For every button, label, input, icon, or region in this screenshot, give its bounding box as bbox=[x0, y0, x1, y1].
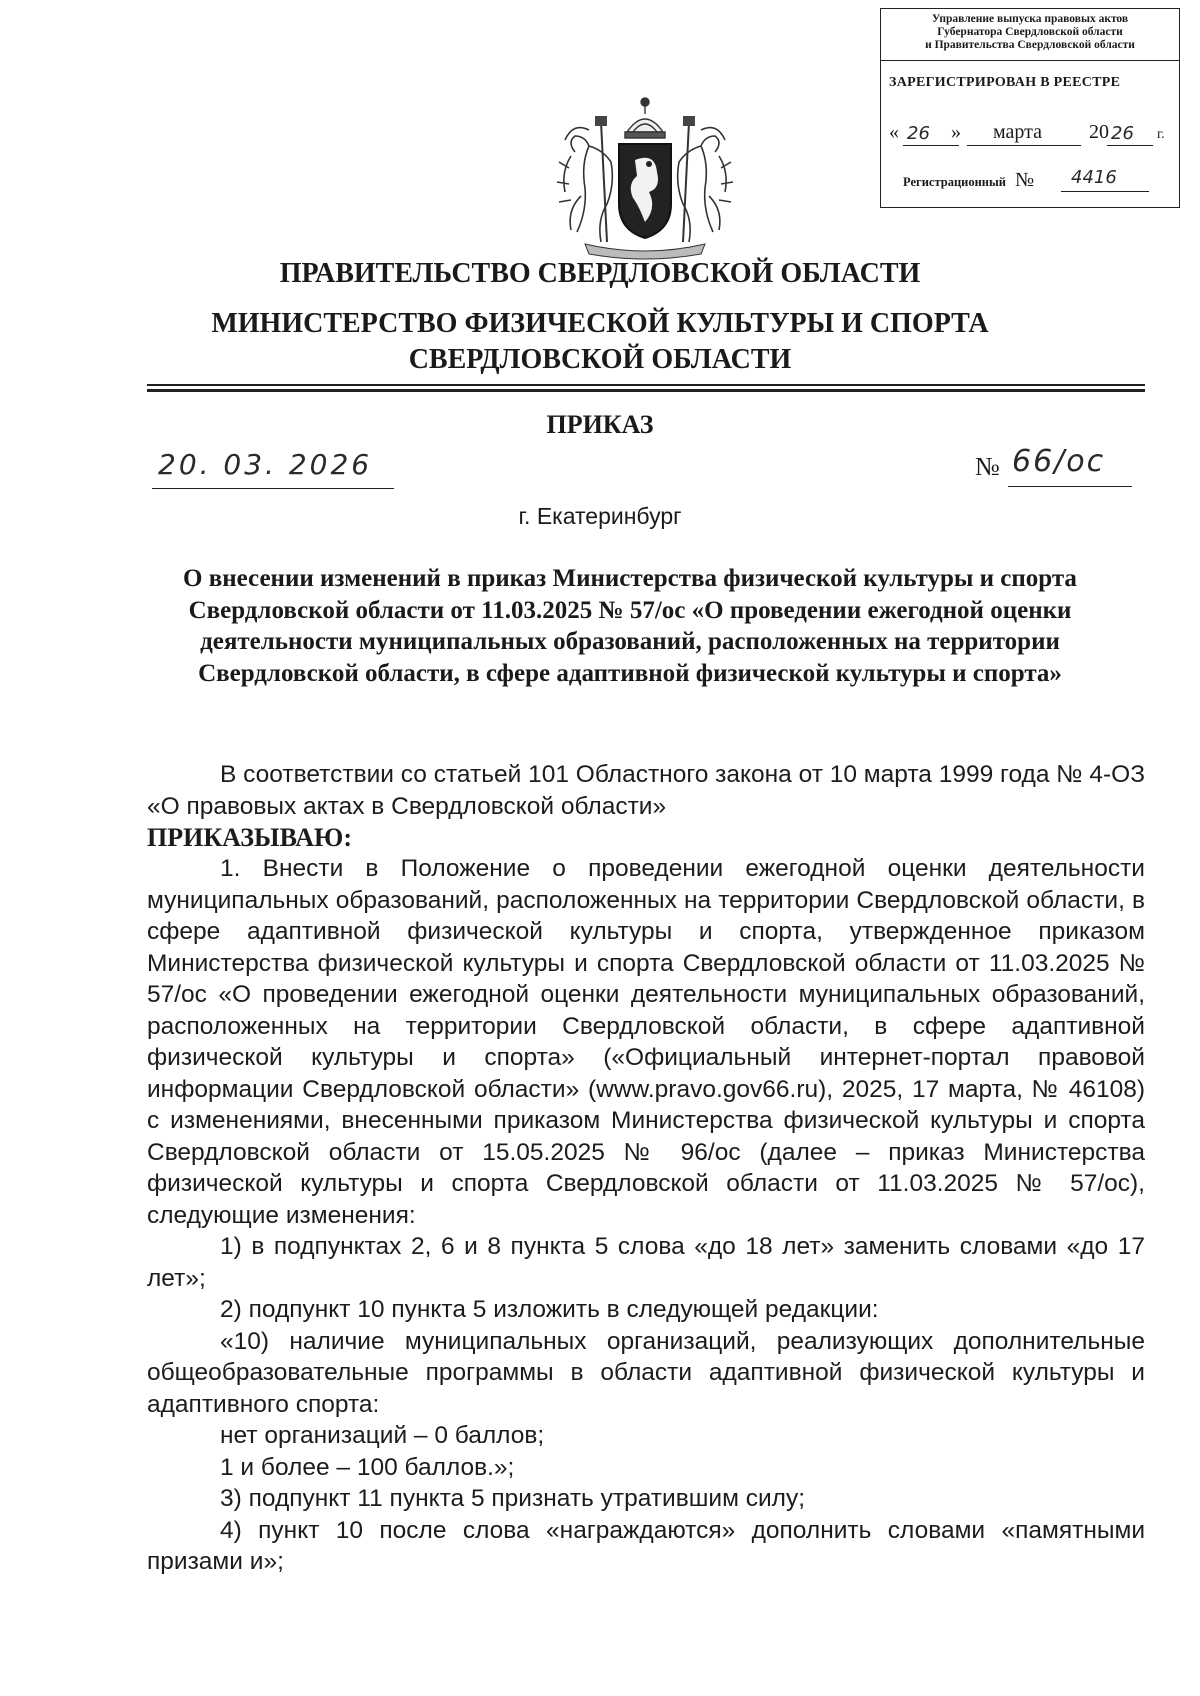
order-subject: О внесении изменений в приказ Министерства физической культуры и спорта Свердловской области от 11.03.2025 № 57/ос «О проведении ежегодной оценки деятельности муниципальных образований, расположенных на территории Свердловской области, в сфере адаптивной физической культуры и спорта» bbox=[183, 565, 1077, 687]
document-body bbox=[147, 759, 1145, 1578]
subitem-1-paragraph: 1) в подпунктах 2, 6 и 8 пункта 5 слова «до 18 лет» заменить словами «до 17 лет»; bbox=[147, 1233, 1145, 1292]
stamp-day: 26 bbox=[907, 123, 930, 144]
stamp-date bbox=[889, 121, 1173, 147]
order-number: 66/ос bbox=[1012, 444, 1106, 479]
date-underline bbox=[152, 488, 394, 489]
registration-stamp bbox=[880, 8, 1180, 208]
stamp-number-sign: № bbox=[1015, 169, 1035, 191]
subitem-3-paragraph: 3) подпункт 11 пункта 5 признать утратившим силу; bbox=[220, 1485, 806, 1512]
item-1-paragraph: 1. Внести в Положение о проведении ежегодной оценки деятельности муниципальных образований, расположенных на территории Свердловской области, в сфере адаптивной физической культуры и спорта, утвержденное приказом Министерства физической культуры и спорта Свердловской области от 11.03.2025 № 57/ос «О проведении ежегодной оценки деятельности муниципальных образований, расположенных на территории Свердловской области, в сфере адаптивной физической культуры и спорта» («Официальный интернет-портал правовой информации Свердловской области» (www.pravo.gov66.ru), 2025, 17 марта, № 46108) с изменениями, внесенными приказом Министерства физической культуры и спорта Свердловской области от 15.05.2025 № 96/ос (далее – приказ Министерства физической культуры и спорта Свердловской области от 11.03.2025 № 57/ос), следующие изменения: bbox=[147, 855, 1145, 1229]
coat-of-arms-icon bbox=[545, 92, 745, 262]
order-number-sign: № bbox=[975, 452, 1000, 481]
ministry-heading-line: СВЕРДЛОВСКОЙ ОБЛАСТИ bbox=[408, 344, 792, 375]
header-rule-thin bbox=[147, 384, 1145, 386]
stamp-authority-line: Губернатора Свердловской области bbox=[937, 26, 1123, 38]
order-command: ПРИКАЗЫВАЮ: bbox=[147, 823, 352, 852]
stamp-year-prefix: 20 bbox=[1089, 121, 1109, 143]
stamp-quote-close: » bbox=[951, 121, 961, 143]
score-zero-line: нет организаций – 0 баллов; bbox=[220, 1422, 545, 1449]
stamp-authority-line: и Правительства Свердловской области bbox=[925, 39, 1135, 51]
stamp-registered-label: ЗАРЕГИСТРИРОВАН В РЕЕСТРЕ bbox=[889, 75, 1121, 90]
order-city: г. Екатеринбург bbox=[518, 503, 682, 529]
subitem-2-paragraph: 2) подпункт 10 пункта 5 изложить в следующей редакции: bbox=[220, 1296, 879, 1323]
stamp-month: марта bbox=[993, 121, 1042, 143]
stamp-reg-label: Регистрационный bbox=[903, 175, 1006, 189]
ministry-heading bbox=[0, 306, 1200, 378]
crown-icon bbox=[625, 98, 665, 138]
stamp-year-unit: г. bbox=[1157, 127, 1165, 142]
order-date: 20. 03. 2026 bbox=[158, 448, 373, 481]
stamp-authority-line: Управление выпуска правовых актов bbox=[931, 13, 1129, 25]
stamp-year-suffix: 26 bbox=[1111, 123, 1134, 144]
stamp-quote-open: « bbox=[889, 121, 899, 143]
subitem-4-paragraph: 4) пункт 10 после слова «награждаются» дополнить словами «памятными призами и»; bbox=[147, 1516, 1145, 1575]
preamble-paragraph: В соответствии со статьей 101 Областного закона от 10 марта 1999 года № 4-ОЗ «О правовых актах в Свердловской области» bbox=[147, 761, 1145, 820]
government-heading: ПРАВИТЕЛЬСТВО СВЕРДЛОВСКОЙ ОБЛАСТИ bbox=[279, 258, 921, 289]
ministry-heading-line: МИНИСТЕРСТВО ФИЗИЧЕСКОЙ КУЛЬТУРЫ И СПОРТА bbox=[211, 308, 989, 339]
header-rule-thick bbox=[147, 389, 1145, 392]
quoted-subitem-10: «10) наличие муниципальных организаций, реализующих дополнительные общеобразовательные программы в области адаптивной физической культуры и адаптивного спорта: bbox=[147, 1327, 1145, 1418]
stamp-authority bbox=[881, 9, 1179, 61]
document-title: ПРИКАЗ bbox=[546, 410, 654, 439]
score-hundred-line: 1 и более – 100 баллов.»; bbox=[220, 1453, 515, 1481]
stamp-reg-number: 4416 bbox=[1071, 167, 1117, 188]
number-underline bbox=[1008, 486, 1132, 487]
